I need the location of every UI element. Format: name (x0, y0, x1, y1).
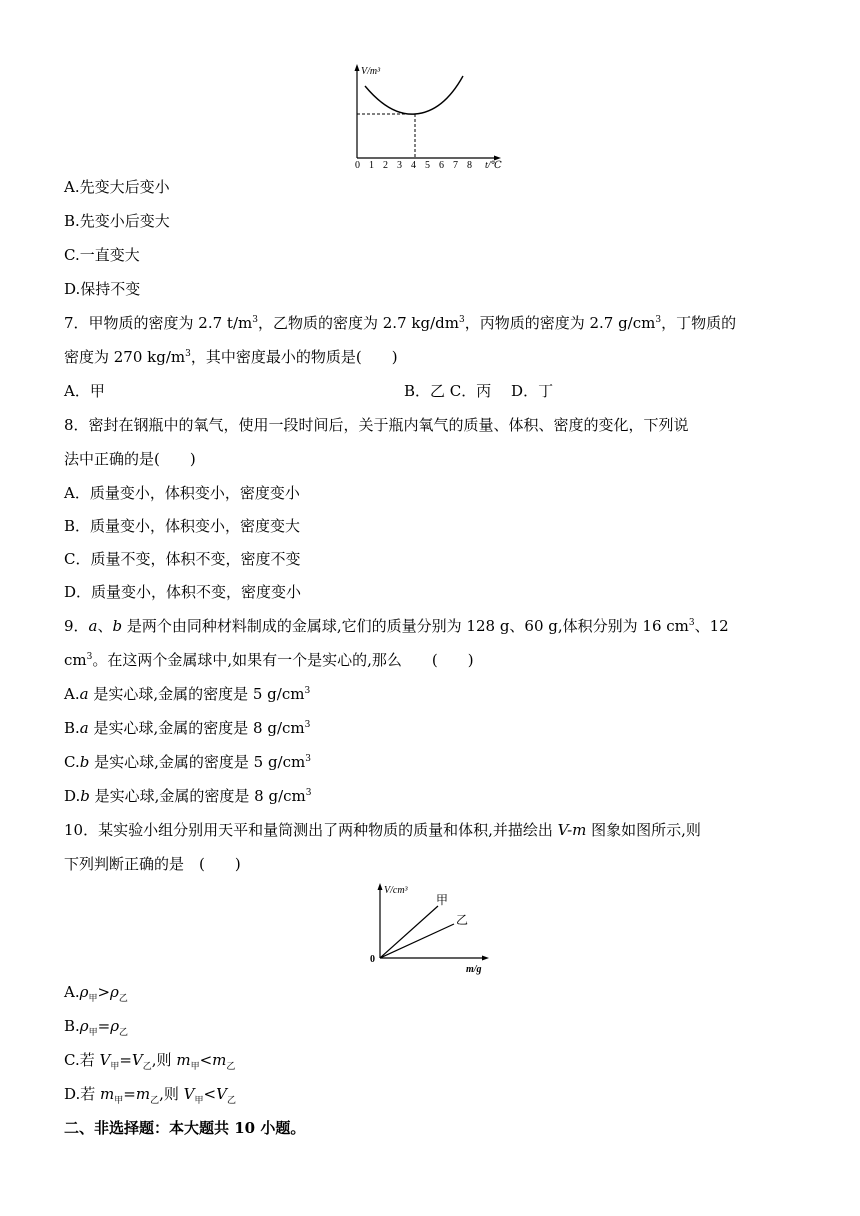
volume-temperature-graph (345, 62, 515, 170)
q9-num: 9． (64, 617, 89, 635)
q10-option-a-sub2: 乙 (118, 994, 128, 1004)
q6-option-b: B.先变小后变大 (64, 212, 170, 230)
q9-line1-end: 、12 (694, 617, 729, 635)
q9-line2-b: 。在这两个金属球中,如果有一个是实心的,那么 ( ) (92, 651, 474, 669)
q9-option-d-var: b (80, 787, 90, 805)
q9-option-a-text: 是实心球,金属的密度是 5 g/cm (88, 685, 305, 703)
q7-sup2: 3 (458, 315, 465, 325)
q9-option-c-sup: 3 (305, 754, 311, 764)
q10-option-b-sub1: 甲 (88, 1028, 98, 1038)
q9-option-d-sup: 3 (305, 788, 312, 798)
x-tick-4: 4 (411, 160, 416, 170)
q9-sup2: 3 (86, 652, 93, 662)
q10-option-c-sub3: 甲 (190, 1062, 200, 1072)
q9-option-a-sup: 3 (304, 686, 311, 696)
x-tick-3: 3 (397, 160, 402, 170)
x-tick-2: 2 (383, 160, 388, 170)
q10-option-d-sub1: 甲 (114, 1096, 124, 1106)
q9-line1-rest: 是两个由同种材料制成的金属球,它们的质量分别为 128 g、60 g,体积分别为 16 cm (122, 617, 689, 635)
q9-option-c-var: b (79, 753, 90, 771)
q8-option-c: C．质量不变，体积不变，密度不变 (64, 550, 301, 568)
q9-line2-a: cm (64, 651, 87, 669)
q10-option-b-rho1: ρ (79, 1017, 89, 1035)
q10-option-d-eq: = (123, 1085, 136, 1103)
y-axis-arrow (355, 64, 360, 71)
q8-option-b: B．质量变小，体积变小，密度变大 (64, 517, 301, 535)
q6-option-c: C.一直变大 (64, 246, 140, 264)
q7-line2-a: 密度为 270 kg/m (64, 348, 186, 366)
q10-option-c-v2: V (131, 1051, 143, 1069)
q10-question-line2: 下列判断正确的是 ( ) (64, 855, 241, 873)
x-axis-label: m/g (466, 964, 482, 975)
x-tick-1: 1 (369, 160, 374, 170)
q9-option-c-text: 是实心球,金属的密度是 5 g/cm (89, 753, 306, 771)
origin-label: 0 (370, 954, 375, 965)
q10-line1-a: 10．某实验小组分别用天平和量筒测出了两种物质的质量和体积,并描绘出 (64, 821, 558, 839)
q8-option-a: A．质量变小，体积变小，密度变小 (64, 484, 300, 502)
q10-option-d-v2: V (216, 1085, 227, 1103)
q7-line2-b: ，其中密度最小的物质是( ) (190, 348, 398, 366)
q7-options-bcd: B．乙 C．丙 D．丁 (404, 382, 554, 400)
x-tick-8: 8 (467, 160, 472, 170)
y-axis-label: V/m³ (361, 66, 381, 77)
q9-option-a (64, 684, 310, 704)
x-tick-0: 0 (355, 160, 360, 170)
q9-option-b-text: 是实心球,金属的密度是 8 g/cm (88, 719, 305, 737)
q8-question-line2: 法中正确的是( ) (64, 450, 196, 468)
q10-option-c-eq: = (119, 1051, 132, 1069)
q10-option-d-sub2: 乙 (150, 1096, 160, 1106)
q10-line1-var: V-m (557, 821, 587, 839)
q10-option-a-op: > (97, 983, 111, 1001)
q9-option-c-prefix: C. (64, 753, 80, 771)
q7-text-a: 7．甲物质的密度为 2.7 t/m (64, 314, 253, 332)
q10-option-b-rho2: ρ (110, 1017, 120, 1035)
q10-option-a-sub1: 甲 (88, 994, 98, 1004)
q10-option-c-m2: m (212, 1051, 227, 1069)
x-tick-6: 6 (439, 160, 444, 170)
volume-curve (365, 76, 463, 114)
q10-option-b-prefix: B. (64, 1017, 80, 1035)
q10-option-a-rho2: ρ (110, 983, 119, 1001)
q10-option-a-prefix: A. (64, 983, 80, 1001)
q6-option-d: D.保持不变 (64, 280, 141, 298)
q9-option-b-var: a (79, 719, 89, 737)
q9-option-a-var: a (79, 685, 89, 703)
q10-option-c-then: ,则 (151, 1051, 177, 1069)
q10-option-c-prefix: C.若 (64, 1051, 100, 1069)
q10-option-c-v1: V (99, 1051, 111, 1069)
q9-sep: 、 (97, 617, 113, 635)
x-tick-labels (355, 160, 472, 170)
q8-question-line1: 8．密封在钢瓶中的氧气，使用一段时间后，关于瓶内氧气的质量、体积、密度的变化，下列说 (64, 416, 689, 434)
q10-option-b-op: = (97, 1017, 111, 1035)
q10-option-d-op: < (203, 1085, 217, 1103)
q10-option-c-sub1: 甲 (110, 1062, 120, 1072)
series-jia-label: 甲 (436, 893, 449, 907)
q7-question-line1 (64, 313, 736, 333)
q7-option-a: A．甲 (64, 382, 105, 400)
q9-question-line1 (64, 616, 729, 636)
q10-option-a-rho1: ρ (79, 983, 89, 1001)
y-axis-label: V/cm³ (384, 885, 408, 896)
q10-option-d-prefix: D.若 (64, 1085, 101, 1103)
q7-sup4: 3 (185, 349, 191, 359)
q9-option-c (64, 752, 311, 772)
q10-option-c-sub2: 乙 (142, 1062, 152, 1072)
q8-option-d: D．质量变小，体积不变，密度变小 (64, 583, 302, 601)
q7-text-c: ，丙物质的密度为 2.7 g/cm (464, 314, 656, 332)
q10-option-d-sub3: 甲 (194, 1096, 204, 1106)
q6-option-a: A.先变大后变小 (64, 178, 170, 196)
series-yi-line (380, 924, 454, 958)
q7-sup1: 3 (252, 315, 258, 325)
q10-option-c-sub4: 乙 (226, 1062, 236, 1072)
q10-option-c-op: < (199, 1051, 213, 1069)
q10-question-line1 (64, 820, 701, 840)
x-tick-7: 7 (453, 160, 458, 170)
y-axis-arrow (378, 883, 383, 890)
q10-option-d-then: ,则 (159, 1085, 184, 1103)
q10-option-c-m1: m (176, 1051, 191, 1069)
x-axis-arrow (482, 956, 489, 961)
x-axis-label: t/℃ (485, 160, 502, 170)
q7-text-d: ，丁物质的 (661, 314, 737, 332)
q9-sup1: 3 (688, 618, 695, 628)
q10-option-a (64, 982, 128, 1002)
q10-option-d-m2: m (135, 1085, 151, 1103)
q9-option-b-sup: 3 (304, 720, 311, 730)
q7-text-b: ，乙物质的密度为 2.7 kg/dm (257, 314, 459, 332)
q10-option-c (64, 1050, 235, 1070)
q7-question-line2 (64, 347, 398, 367)
q10-option-b (64, 1016, 128, 1036)
section-2-heading: 二、非选择题：本大题共 10 小题。 (64, 1119, 306, 1137)
q9-var-a: a (88, 617, 98, 635)
q10-line1-b: 图象如图所示,则 (586, 821, 701, 839)
q9-option-b-prefix: B. (64, 719, 80, 737)
q10-option-d-sub4: 乙 (226, 1096, 236, 1106)
q7-sup3: 3 (655, 315, 662, 325)
q10-option-b-sub2: 乙 (119, 1028, 129, 1038)
series-yi-label: 乙 (456, 913, 469, 927)
q10-option-d-m1: m (100, 1085, 115, 1103)
q9-option-d-prefix: D. (64, 787, 81, 805)
q9-option-d-text: 是实心球,金属的密度是 8 g/cm (89, 787, 306, 805)
x-tick-5: 5 (425, 160, 430, 170)
q9-question-line2 (64, 650, 474, 670)
q9-option-b (64, 718, 310, 738)
q10-option-d (64, 1084, 236, 1104)
q9-option-d (64, 786, 312, 806)
series-jia-line (380, 906, 438, 958)
q9-option-a-prefix: A. (64, 685, 80, 703)
q9-var-b: b (112, 617, 123, 635)
volume-mass-graph (368, 880, 493, 975)
q10-option-d-v1: V (183, 1085, 195, 1103)
